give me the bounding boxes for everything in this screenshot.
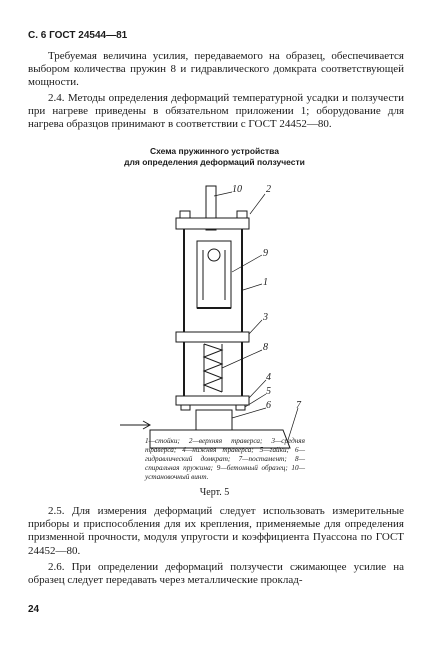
spiral-spring bbox=[204, 344, 222, 392]
page-number: 24 bbox=[28, 604, 40, 615]
label-5: 5 bbox=[266, 386, 271, 397]
hydraulic-jack bbox=[196, 410, 232, 430]
figure-caption: Черт. 5 bbox=[199, 487, 230, 498]
page-header: С. 6 ГОСТ 24544—81 bbox=[28, 30, 128, 41]
figure-legend: 1—стойки; 2—верхняя траверса; 3—средняя траверса; 4—нижняя траверса; 5—гайки; 6—гидравлический домкрат; 7—постамент; 8—спиральная пружина; 9—бетонный образец; 10—установочный винт. bbox=[145, 437, 305, 481]
label-1: 1 bbox=[263, 277, 268, 288]
label-8: 8 bbox=[263, 342, 268, 353]
figure-title-line-1: Схема пружинного устройства bbox=[149, 146, 280, 156]
concrete-specimen bbox=[197, 241, 231, 308]
paragraph-2-6: 2.6. При определении деформаций ползучести сжимающее усилие на образец следует передавать через металлические проклад- bbox=[28, 561, 404, 587]
figure-title-line-2: для определения деформаций ползучести bbox=[124, 157, 305, 167]
label-9: 9 bbox=[263, 248, 268, 259]
label-7: 7 bbox=[296, 400, 301, 411]
lower-traverse bbox=[176, 396, 249, 405]
label-2: 2 bbox=[266, 184, 271, 195]
label-6: 6 bbox=[266, 400, 271, 411]
label-10: 10 bbox=[232, 184, 242, 195]
middle-traverse bbox=[176, 332, 249, 342]
paragraph-2-5: 2.5. Для измерения деформаций следует использовать измерительные приборы и приспособления для их крепления, применяемые для определения призменной прочности, модуля упругости и коэффициента Пуассона по ГОСТ 24452—80. bbox=[28, 505, 404, 557]
paragraph-2-4: 2.4. Методы определения деформаций температурной усадки и ползучести при нагреве приведены в обязательном приложении 1; оборудование для нагрева образцов принимают в соответствии с ГОСТ 24452—80. bbox=[28, 92, 404, 131]
top-traverse bbox=[176, 218, 249, 229]
label-4: 4 bbox=[266, 372, 271, 383]
paragraph-1: Требуемая величина усилия, передаваемого на образец, обеспечивается выбором количества пружин 8 и гидравлического домкрата соответствующей мощности. bbox=[28, 50, 404, 89]
label-3: 3 bbox=[263, 312, 268, 323]
